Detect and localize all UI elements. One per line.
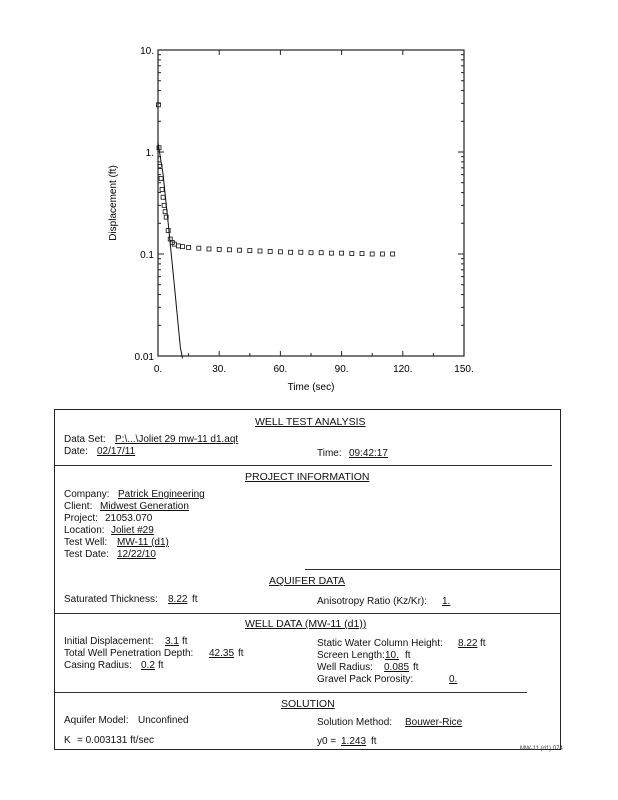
data-set-value: P:\...\Joliet 29 mw-11 d1.aqt — [115, 434, 239, 445]
axis-ticks — [158, 50, 464, 356]
location-label: Location: — [64, 525, 105, 536]
solution-method-label: Solution Method: — [317, 717, 393, 728]
plot-frame — [158, 50, 464, 356]
data-point — [207, 247, 211, 251]
date-value: 02/17/11 — [97, 446, 136, 457]
x-tick-label: 150. — [454, 364, 474, 375]
time-label: Time: — [317, 448, 342, 459]
aquifer-header: AQUIFER DATA — [269, 575, 346, 587]
fit-line — [158, 142, 183, 358]
saturated-thickness-label: Saturated Thickness: — [64, 594, 158, 605]
project-value: 21053.070 — [105, 513, 153, 524]
x-tick-label: 120. — [393, 364, 413, 375]
report-panel — [54, 409, 561, 750]
x-tick-label: 60. — [273, 364, 288, 375]
data-point — [160, 187, 164, 191]
saturated-thickness-unit: ft — [192, 594, 198, 605]
solution-method-value: Bouwer-Rice — [405, 717, 463, 728]
data-point — [197, 246, 201, 250]
solution-header: SOLUTION — [281, 698, 335, 710]
total-penetration-label: Total Well Penetration Depth: — [64, 648, 194, 659]
y0-label: y0 = — [317, 736, 337, 747]
casing-radius-value: 0.2 — [141, 660, 155, 671]
data-point — [238, 248, 242, 252]
divider — [305, 569, 561, 570]
saturated-thickness-value: 8.22 — [168, 594, 188, 605]
data-point — [176, 244, 180, 248]
data-point — [391, 252, 395, 256]
well-data-header: WELL DATA (MW-11 (d1)) — [245, 618, 367, 630]
company-label: Company: — [64, 489, 110, 500]
test-well-value: MW-11 (d1) — [117, 537, 169, 548]
anisotropy-value: 1. — [442, 596, 451, 607]
x-tick-label: 30. — [212, 364, 227, 375]
well-radius-value: 0.085 — [384, 662, 410, 673]
total-penetration-value: 42.35 — [209, 648, 235, 659]
data-point — [309, 251, 313, 255]
x-axis-label: Time (sec) — [287, 382, 335, 393]
data-point — [166, 228, 170, 232]
screen-length-value: 10. — [385, 650, 399, 661]
data-point — [162, 203, 166, 207]
project-label: Project: — [64, 513, 98, 524]
anisotropy-label: Anisotropy Ratio (Kz/Kr): — [317, 596, 428, 607]
data-point — [227, 248, 231, 252]
project-header: PROJECT INFORMATION — [245, 471, 370, 483]
y-tick-label: 0.1 — [140, 250, 154, 261]
data-set-label: Data Set: — [64, 434, 106, 445]
client-value: Midwest Generation — [100, 501, 189, 512]
screen-length-unit: ft — [405, 650, 411, 661]
report-title: WELL TEST ANALYSIS — [255, 416, 366, 428]
aquifer-model-label: Aquifer Model: — [64, 715, 129, 726]
divider — [55, 613, 560, 614]
gravel-porosity-label: Gravel Pack Porosity: — [317, 674, 414, 685]
data-point — [187, 245, 191, 249]
data-point — [159, 176, 163, 180]
data-points — [156, 103, 394, 256]
company-value: Patrick Engineering — [118, 489, 205, 500]
test-date-label: Test Date: — [64, 549, 110, 560]
initial-displacement-label: Initial Displacement: — [64, 636, 154, 647]
data-point — [180, 245, 184, 249]
x-tick-label: 90. — [334, 364, 349, 375]
y0-value: 1.243 — [341, 736, 367, 747]
data-point — [329, 251, 333, 255]
data-point — [258, 249, 262, 253]
client-label: Client: — [64, 501, 93, 512]
static-water-value: 8.22 — [458, 638, 478, 649]
y-tick-label: 1. — [145, 148, 154, 159]
well-radius-unit: ft — [413, 662, 419, 673]
total-penetration-unit: ft — [238, 648, 244, 659]
data-point — [268, 249, 272, 253]
k-value: = 0.003131 ft/sec — [77, 735, 155, 746]
data-point — [161, 195, 165, 199]
data-point — [248, 249, 252, 253]
well-radius-label: Well Radius: — [317, 662, 373, 673]
data-point — [319, 251, 323, 255]
data-point — [217, 247, 221, 251]
data-point — [360, 252, 364, 256]
time-value: 09:42:17 — [349, 448, 388, 459]
divider — [55, 692, 527, 693]
data-point — [380, 252, 384, 256]
aquifer-model-value: Unconfined — [138, 715, 189, 726]
axis-tick-labels — [135, 46, 474, 375]
data-point — [289, 250, 293, 254]
initial-displacement-value: 3.1 — [165, 636, 179, 647]
test-date-value: 12/22/10 — [117, 549, 156, 560]
k-label: K — [64, 735, 71, 746]
initial-displacement-unit: ft — [182, 636, 188, 647]
date-label: Date: — [64, 446, 88, 457]
x-tick-label: 0. — [153, 364, 163, 375]
data-point — [278, 250, 282, 254]
static-water-label: Static Water Column Height: — [317, 638, 443, 649]
footer-tag: MW-11 (d1) 074 — [520, 746, 563, 752]
y-tick-label: 0.01 — [134, 352, 154, 363]
y-tick-label: 10. — [140, 46, 154, 57]
location-value: Joliet #29 — [111, 525, 154, 536]
static-water-unit: ft — [480, 638, 486, 649]
y-axis-label: Displacement (ft) — [108, 165, 119, 241]
casing-radius-unit: ft — [158, 660, 164, 671]
data-point — [350, 252, 354, 256]
y0-unit: ft — [371, 736, 377, 747]
data-point — [370, 252, 374, 256]
data-point — [340, 251, 344, 255]
data-point — [299, 250, 303, 254]
gravel-porosity-value: 0. — [449, 674, 458, 685]
screen-length-label: Screen Length: — [317, 650, 385, 661]
test-well-label: Test Well: — [64, 537, 108, 548]
casing-radius-label: Casing Radius: — [64, 660, 132, 671]
divider — [55, 465, 552, 466]
